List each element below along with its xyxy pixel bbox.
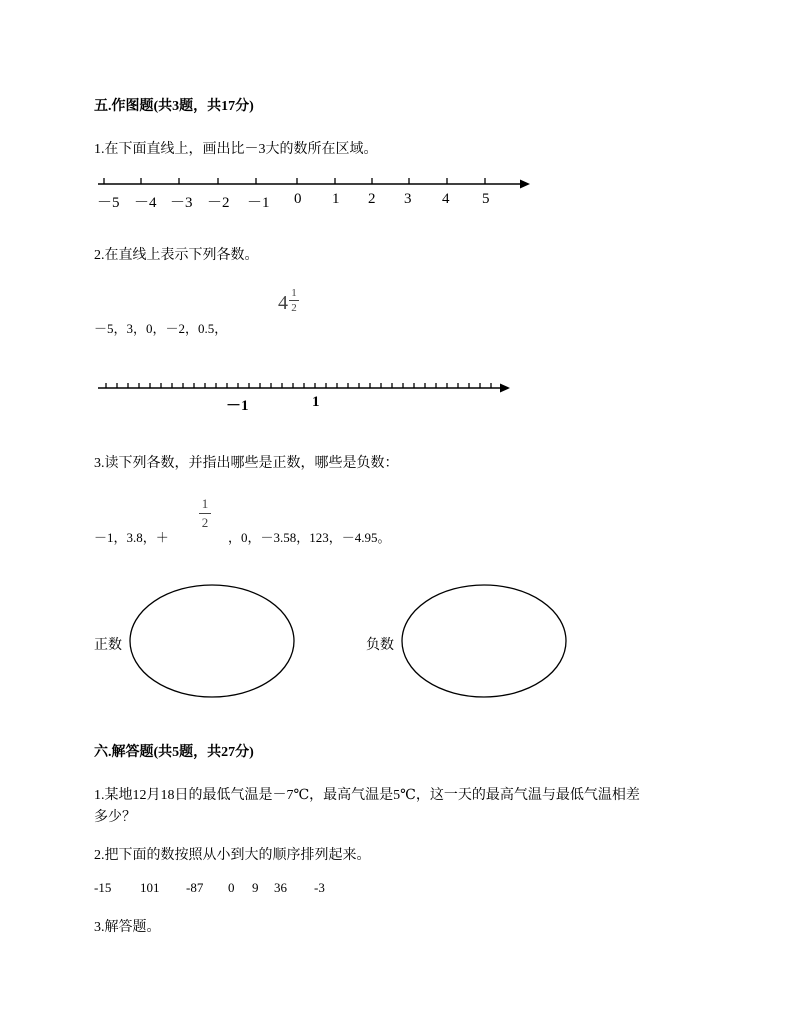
q3-numbers-end: ，0，－3.58，123，－4.95。 — [228, 530, 391, 545]
q3-numbers-start: －1，3.8，＋ — [94, 530, 169, 545]
nl1-label: －3 — [170, 195, 193, 211]
nl1-label: 3 — [404, 191, 412, 207]
s6-question-1-line-1: 1.某地12月18日的最低气温是－7℃，最高气温是5℃，这一天的最高气温与最低气温相差 — [94, 788, 640, 803]
s6-question-1-line-2: 多少？ — [94, 810, 136, 825]
number-line-1 — [98, 178, 530, 189]
nl1-label: －4 — [134, 195, 157, 211]
mixed-number-whole: 4 — [278, 292, 288, 314]
s6-question-3: 3.解答题。 — [94, 920, 161, 935]
s5-question-1: 1.在下面直线上，画出比－3大的数所在区域。 — [94, 142, 378, 157]
s5-question-2: 2.在直线上表示下列各数。 — [94, 248, 259, 263]
s6-question-2: 2.把下面的数按照从小到大的顺序排列起来。 — [94, 848, 371, 863]
fraction-denominator: 2 — [201, 515, 209, 530]
nl1-label: －5 — [97, 195, 120, 211]
nl1-label: 0 — [294, 191, 302, 207]
number-item: -87 — [186, 880, 204, 895]
fraction-numerator: 1 — [201, 496, 209, 511]
nl1-label: 5 — [482, 191, 490, 207]
q2-number-list: －5，3，0，－2，0.5， — [94, 321, 228, 336]
number-line-2 — [98, 383, 510, 393]
nl1-label: －2 — [207, 195, 230, 211]
nl1-label: 1 — [332, 191, 340, 207]
number-item: -3 — [314, 880, 325, 895]
s5-question-3: 3.读下列各数，并指出哪些是正数，哪些是负数： — [94, 456, 399, 471]
fraction-numerator: 1 — [291, 287, 297, 299]
nl2-label: －1 — [226, 398, 249, 414]
number-item: 36 — [274, 880, 287, 895]
positive-label: 正数 — [94, 638, 122, 653]
section-5-title: 五.作图题(共3题，共17分) — [94, 99, 254, 114]
number-item: -15 — [94, 880, 112, 895]
nl1-label: 2 — [368, 191, 376, 207]
nl2-label: 1 — [312, 394, 320, 410]
nl1-label: －1 — [247, 195, 270, 211]
fraction-denominator: 2 — [291, 302, 297, 314]
negative-label: 负数 — [366, 638, 394, 653]
negative-ellipse — [402, 585, 566, 697]
positive-ellipse — [130, 585, 294, 697]
nl1-label: 4 — [442, 191, 450, 207]
number-item: 9 — [252, 880, 259, 895]
section-6-title: 六.解答题(共5题，共27分) — [94, 745, 254, 760]
mixed-number-fraction — [289, 287, 299, 314]
number-item: 0 — [228, 880, 235, 895]
number-item: 101 — [140, 880, 160, 895]
q3-fraction — [199, 497, 211, 530]
